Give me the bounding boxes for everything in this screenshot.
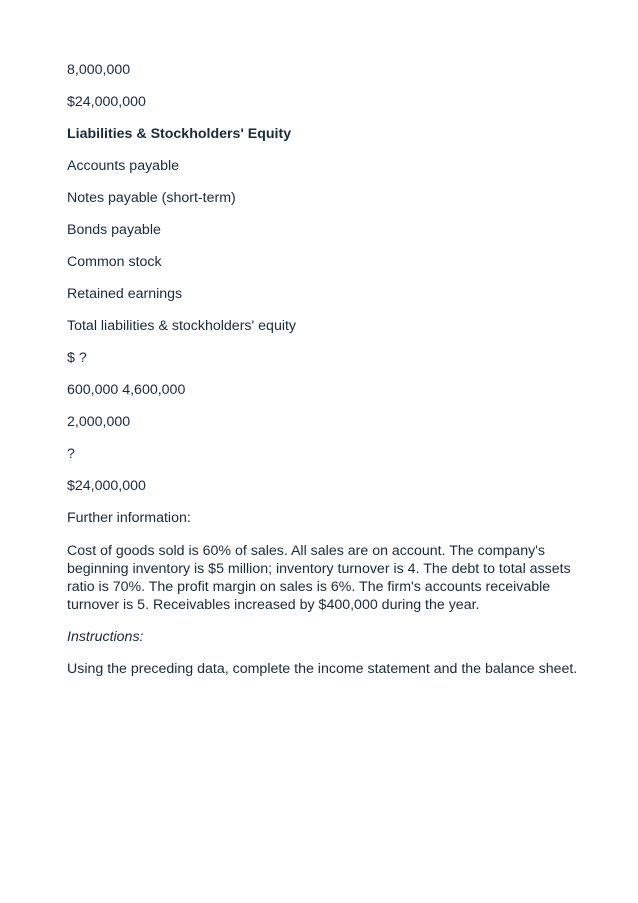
- total-assets-amount: $24,000,000: [67, 94, 146, 110]
- paragraph-line: Cost of goods sold is 60% of sales. All sales are on account. The company's: [67, 543, 545, 559]
- section-heading: Liabilities & Stockholders' Equity: [67, 126, 292, 142]
- paragraph-line: ratio is 70%. The profit margin on sales is 6%. The firm's accounts receivable: [67, 579, 551, 595]
- retained-earnings-value: ?: [67, 446, 75, 462]
- further-info-label: Further information:: [67, 510, 191, 526]
- notes-payable-label: Notes payable (short-term): [67, 190, 236, 206]
- bonds-payable-label: Bonds payable: [67, 222, 161, 238]
- further-info-paragraph: [67, 542, 607, 614]
- accounts-payable-value: $ ?: [67, 350, 87, 366]
- retained-earnings-label: Retained earnings: [67, 286, 183, 302]
- instructions-text: Using the preceding data, complete the income statement and the balance sheet.: [67, 661, 578, 677]
- instructions-label: Instructions:: [67, 629, 144, 645]
- common-stock-label: Common stock: [67, 254, 162, 270]
- paragraph-line: beginning inventory is $5 million; inventory turnover is 4. The debt to total assets: [67, 561, 571, 577]
- total-liabilities-value: $24,000,000: [67, 478, 146, 494]
- paragraph-line: turnover is 5. Receivables increased by $400,000 during the year.: [67, 597, 480, 613]
- total-liabilities-label: Total liabilities & stockholders' equity: [67, 318, 297, 334]
- common-stock-value: 2,000,000: [67, 414, 131, 430]
- document-page: [67, 62, 607, 693]
- notes-bonds-values: 600,000 4,600,000: [67, 382, 186, 398]
- amount-8000000: 8,000,000: [67, 62, 131, 78]
- accounts-payable-label: Accounts payable: [67, 158, 179, 174]
